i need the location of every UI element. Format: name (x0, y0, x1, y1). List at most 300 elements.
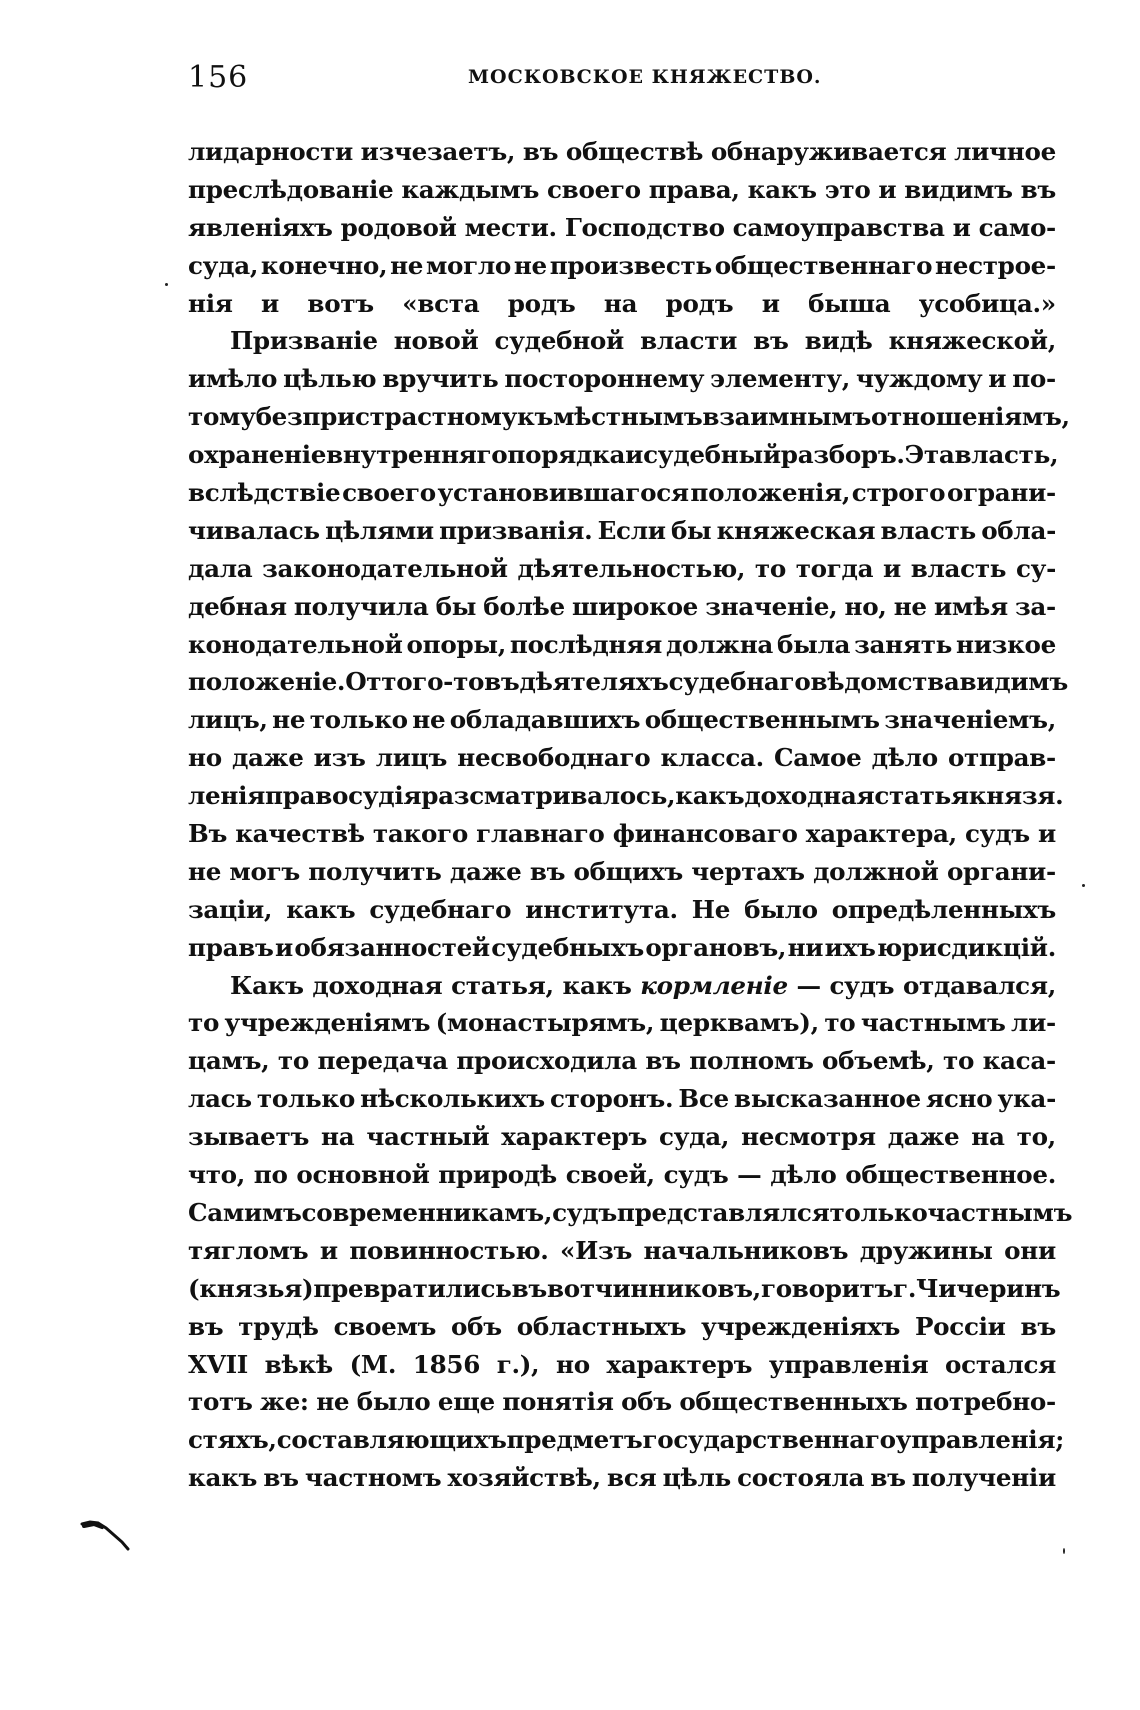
word: вотъ (307, 288, 374, 318)
word: какъ (286, 894, 356, 924)
word: Оттого-то (345, 667, 485, 697)
word: могъ (229, 856, 300, 886)
word: общественнымъ (644, 705, 880, 735)
word: каждымъ (401, 174, 540, 204)
word: хозяйствѣ, (447, 1463, 601, 1493)
word: къ (517, 402, 554, 432)
word: то (943, 1046, 975, 1076)
word: разсматривалось, (421, 781, 676, 811)
word: безпристрастному (255, 402, 518, 432)
word: разборъ. (780, 440, 905, 470)
text-line (188, 209, 1056, 247)
word: изъ (313, 743, 366, 773)
word: конодательной (188, 629, 403, 659)
word: и (952, 212, 971, 242)
word: судебныхъ (491, 932, 644, 962)
word: цѣлями (325, 515, 434, 545)
word: суда, (659, 1122, 730, 1152)
word: имѣло (188, 364, 278, 394)
word: — (737, 1160, 762, 1190)
word: частнымъ (860, 1008, 1006, 1038)
text-line (188, 967, 1056, 1005)
text-line (188, 853, 1056, 891)
word: вслѣдствіе (188, 478, 341, 508)
word: общественнаго (714, 250, 933, 280)
word: и (625, 440, 644, 470)
word: же: (260, 1387, 309, 1417)
word: не (893, 591, 927, 621)
word: обладавшихъ (449, 705, 641, 735)
word: порядка (507, 440, 626, 470)
word: лась (188, 1084, 252, 1114)
word: какъ (562, 970, 632, 1000)
word: статья, (451, 970, 554, 1000)
text-line (188, 322, 1056, 360)
word: обнаруживается (710, 137, 947, 166)
word: княжеская (716, 515, 876, 545)
text-line (188, 929, 1056, 967)
word: личное (954, 137, 1056, 166)
word: дѣятельностью, (517, 553, 746, 583)
word: остался (945, 1349, 1056, 1379)
running-head (188, 60, 1056, 100)
word: полученіи (911, 1463, 1056, 1493)
text-line (188, 891, 1056, 929)
word: су- (1015, 553, 1056, 583)
ink-speck (1082, 884, 1085, 887)
word: элементу, (710, 364, 850, 394)
word: послѣдняя (509, 629, 662, 659)
word: Чичеринъ (916, 1273, 1061, 1303)
word: какъ (188, 1463, 258, 1493)
word: но, (844, 591, 887, 621)
word: не (316, 1387, 350, 1417)
word: было (356, 1387, 431, 1417)
word: объ (621, 1387, 672, 1417)
word: не (272, 705, 306, 735)
word: правосудія (265, 781, 422, 811)
word: тотъ (188, 1387, 253, 1417)
word: что, (188, 1160, 246, 1190)
word: князя. (968, 781, 1064, 811)
word: доходная (744, 781, 875, 811)
word: частный (366, 1122, 490, 1152)
word: государственнаго (642, 1425, 896, 1455)
word: только (256, 1084, 355, 1114)
body-text (188, 133, 1073, 1497)
word: понятія (502, 1387, 614, 1417)
word: несвободнаго (457, 743, 651, 773)
word: преслѣдованіе (188, 174, 394, 204)
word: власти (640, 326, 738, 356)
word: вся (607, 1463, 657, 1493)
word: Не (691, 894, 731, 924)
word: и (275, 932, 293, 962)
text-line (188, 474, 1056, 512)
word: въ (511, 1273, 547, 1303)
word: лидарности (188, 137, 353, 166)
word: статья (874, 781, 969, 811)
word: обществѣ (565, 137, 704, 166)
word: 1856 (412, 1349, 481, 1379)
word: происходила (456, 1046, 637, 1076)
word: церквамъ), (659, 1008, 819, 1038)
word: родъ (665, 288, 734, 318)
word: общественное. (845, 1160, 1056, 1190)
word: и (1037, 819, 1056, 849)
text-line (188, 550, 1056, 588)
word: призванія. (439, 515, 593, 545)
word: обла- (981, 515, 1056, 545)
word: судъ (965, 819, 1030, 849)
word: строго (851, 478, 946, 508)
word: судебнаго (668, 667, 811, 697)
word: имѣя (933, 591, 1008, 621)
word: чуждому (855, 364, 983, 394)
word: само- (978, 212, 1056, 242)
word: (князья) (188, 1273, 314, 1303)
word: г.), (496, 1349, 540, 1379)
word: каса- (982, 1046, 1056, 1076)
word: чивалась (188, 515, 320, 545)
word: нестрое- (935, 250, 1056, 280)
text-line (188, 1421, 1064, 1459)
word: не (412, 705, 446, 735)
word: и (261, 288, 279, 318)
word: законодательной (262, 553, 508, 583)
word: института. (525, 894, 678, 924)
word: видимъ (904, 174, 1013, 204)
word: опредѣленныхъ (831, 894, 1056, 924)
word: объемѣ, (822, 1046, 935, 1076)
word: мѣстнымъ (553, 402, 703, 432)
text-line (188, 1118, 1056, 1156)
word: новой (393, 326, 479, 356)
word: быша (808, 288, 891, 318)
word: характеръ (606, 1349, 753, 1379)
word: тягломъ (188, 1235, 309, 1265)
word: власть, (954, 440, 1059, 470)
word: мести. (464, 212, 557, 242)
word: должна (665, 629, 774, 659)
word: это (824, 174, 871, 204)
word: только (829, 1197, 928, 1227)
word: то, (1016, 1122, 1056, 1152)
word: въ (484, 667, 520, 697)
word: судъ (552, 1197, 617, 1227)
word: даже (449, 856, 522, 886)
word: качествѣ (235, 819, 365, 849)
word: видѣ (804, 326, 873, 356)
text-line (188, 663, 1068, 701)
word: своего (342, 478, 436, 508)
word: родъ (507, 288, 576, 318)
text-line (188, 1346, 1056, 1384)
word: превратились (313, 1273, 512, 1303)
text-line (188, 701, 1056, 739)
word: но (556, 1349, 590, 1379)
word: доходная (312, 970, 443, 1000)
word: частнымъ (927, 1197, 1073, 1227)
word: цѣль (662, 1463, 731, 1493)
word: получить (308, 856, 442, 886)
word: потребно- (915, 1387, 1056, 1417)
word: дѣло (871, 743, 938, 773)
word: ограни- (946, 478, 1056, 508)
word: органи- (946, 856, 1056, 886)
word: нія (188, 288, 233, 318)
word: видимъ (959, 667, 1068, 697)
text-line (188, 588, 1056, 626)
word: они (1004, 1235, 1056, 1265)
word: установившагося (437, 478, 689, 508)
text-line (188, 247, 1056, 285)
word: современникамъ, (301, 1197, 553, 1227)
word: взаимнымъ (702, 402, 871, 432)
word: широкое (572, 591, 699, 621)
word: родовой (340, 212, 457, 242)
word: главнаго (476, 819, 605, 849)
word: права, (648, 174, 740, 204)
word: конечно, (260, 250, 388, 280)
word: основной (296, 1160, 430, 1190)
word: на (321, 1122, 355, 1152)
text-line (188, 171, 1056, 209)
word: Эта (904, 440, 955, 470)
word: г. (893, 1273, 917, 1303)
word: власть (880, 515, 976, 545)
ink-speck (1063, 1548, 1065, 1554)
word: дебная (188, 591, 287, 621)
word: судъ (829, 970, 895, 1000)
word: болѣе (483, 591, 565, 621)
word: положеніе. (188, 667, 346, 697)
word: по- (1012, 364, 1056, 394)
word: произвесть (549, 250, 712, 280)
word: финансоваго (612, 819, 798, 849)
word: представлялся (616, 1197, 830, 1227)
word: судебной (494, 326, 624, 356)
word: какъ (747, 174, 817, 204)
word: высказанное (734, 1084, 921, 1114)
word: то (824, 1008, 856, 1038)
word: Господство (564, 212, 725, 242)
word: ленія (188, 781, 266, 811)
text-line (188, 739, 1056, 777)
word: Въ (188, 819, 228, 849)
ink-mark-icon (80, 1518, 132, 1552)
word: лицъ, (188, 705, 268, 735)
word: ясно (926, 1084, 993, 1114)
word: то (188, 1008, 220, 1038)
word: «Изъ (560, 1235, 633, 1265)
word: сторонъ. (549, 1084, 674, 1114)
word: должной (813, 856, 939, 886)
word: охраненіе (188, 440, 327, 470)
word: ука- (997, 1084, 1056, 1114)
word: областныхъ (516, 1311, 687, 1341)
word: не (513, 250, 547, 280)
word: за- (1014, 591, 1056, 621)
word: цѣлью (283, 364, 377, 394)
word: цамъ, (188, 1046, 270, 1076)
word: объ (451, 1311, 502, 1341)
word: отправ- (947, 743, 1056, 773)
text-line (188, 1459, 1056, 1497)
word: учрежденіяхъ (701, 1311, 901, 1341)
word: усобица.» (918, 288, 1056, 318)
word: (М. (349, 1349, 397, 1379)
word: дѣятеляхъ (519, 667, 669, 697)
running-title: МОСКОВСКОЕ КНЯЖЕСТВО. (468, 66, 822, 88)
word: своемъ (333, 1311, 437, 1341)
word: лицъ (375, 743, 448, 773)
word: состояла (737, 1463, 865, 1493)
word: «вста (402, 288, 480, 318)
text-line (188, 1042, 1056, 1080)
word: и (883, 553, 901, 583)
word: княжеской, (888, 326, 1056, 356)
word: вѣдомства (810, 667, 960, 697)
word: въ (753, 326, 789, 356)
word: ни (787, 932, 824, 962)
word: и (319, 1235, 338, 1265)
word: самоуправства (732, 212, 945, 242)
word: характера, (805, 819, 957, 849)
word: Самое (774, 743, 862, 773)
word: но (188, 743, 222, 773)
word: заціи, (188, 894, 273, 924)
word: Если (597, 515, 666, 545)
word: занять (854, 629, 953, 659)
word: вѣкѣ (264, 1349, 333, 1379)
word: и (761, 288, 780, 318)
word: стяхъ, (188, 1425, 277, 1455)
word: внутренняго (326, 440, 508, 470)
word: судебнаго (369, 894, 512, 924)
word: своей, (565, 1160, 655, 1190)
word: начальниковъ (643, 1235, 849, 1265)
word: составляющихъ (276, 1425, 507, 1455)
word: предметъ (506, 1425, 643, 1455)
word: по (253, 1160, 288, 1190)
text-line (188, 285, 1056, 323)
word: природѣ (438, 1160, 557, 1190)
word: Россіи (914, 1311, 1006, 1341)
word: Какъ (230, 970, 304, 1000)
word: въ (529, 856, 566, 886)
word: дѣло (770, 1160, 837, 1190)
word: Призваніе (230, 326, 378, 356)
word: передача (317, 1046, 448, 1076)
word: обязанностей (294, 932, 490, 962)
word: ли- (1011, 1008, 1056, 1038)
text-line (188, 1232, 1056, 1270)
ink-speck (165, 283, 168, 286)
word: и (878, 174, 897, 204)
word: дала (188, 553, 253, 583)
word: въ (1020, 174, 1056, 204)
word: бы (435, 591, 477, 621)
word: въ (188, 1311, 224, 1341)
word: зываетъ (188, 1122, 310, 1152)
word: XVII (188, 1349, 248, 1379)
word: частномъ (304, 1463, 442, 1493)
text-line (188, 1308, 1056, 1346)
text-line (188, 815, 1056, 853)
word: еще (437, 1387, 495, 1417)
word: вотчинниковъ, (546, 1273, 761, 1303)
word: чертахъ (691, 856, 805, 886)
word: бы (670, 515, 712, 545)
text-line (188, 1270, 1061, 1308)
word: въ (1020, 1311, 1056, 1341)
word: юрисдикцій. (876, 932, 1056, 962)
word: въ (263, 1463, 299, 1493)
word: тогда (795, 553, 874, 583)
word: ихъ (824, 932, 876, 962)
word: то (754, 553, 786, 583)
word: органовъ, (645, 932, 787, 962)
text-line (188, 777, 1064, 815)
word: то (277, 1046, 309, 1076)
text-line (188, 436, 1059, 474)
word: нѣсколькихъ (360, 1084, 545, 1114)
word: такого (372, 819, 468, 849)
word: въ (645, 1046, 681, 1076)
word: значеніемъ, (884, 705, 1056, 735)
text-line (188, 398, 1070, 436)
text-line (188, 360, 1056, 398)
word: не (390, 250, 424, 280)
word: суда, (188, 250, 259, 280)
word: явленіяхъ (188, 212, 333, 242)
word: даже (887, 1122, 960, 1152)
word: власть (910, 553, 1007, 583)
word: полномъ (689, 1046, 814, 1076)
word: — (796, 970, 821, 1000)
word: управленія (768, 1349, 929, 1379)
word: несмотря (741, 1122, 876, 1152)
text-line (188, 626, 1056, 664)
word: вручить (382, 364, 499, 394)
word: отдавался, (902, 970, 1056, 1000)
word: могло (425, 250, 512, 280)
word: изчезаетъ, (360, 137, 516, 166)
word: отношеніямъ, (870, 402, 1070, 432)
word: какъ (675, 781, 745, 811)
word: общихъ (573, 856, 683, 886)
word: своего (547, 174, 641, 204)
word: значеніе, (705, 591, 838, 621)
word: была (777, 629, 851, 659)
word: класса. (660, 743, 764, 773)
word: и (988, 364, 1007, 394)
text-line (188, 1383, 1056, 1421)
text-line (188, 1194, 1073, 1232)
word: повинностью. (349, 1235, 549, 1265)
page-number: 156 (188, 60, 249, 95)
word: характеръ (501, 1122, 648, 1152)
word: Все (678, 1084, 729, 1114)
word: учрежденіямъ (224, 1008, 431, 1038)
word: въ (870, 1463, 906, 1493)
word: Самимъ (188, 1197, 302, 1227)
word: положенія, (690, 478, 851, 508)
word: на (971, 1122, 1005, 1152)
word: общественныхъ (679, 1387, 908, 1417)
word: судебный (643, 440, 781, 470)
